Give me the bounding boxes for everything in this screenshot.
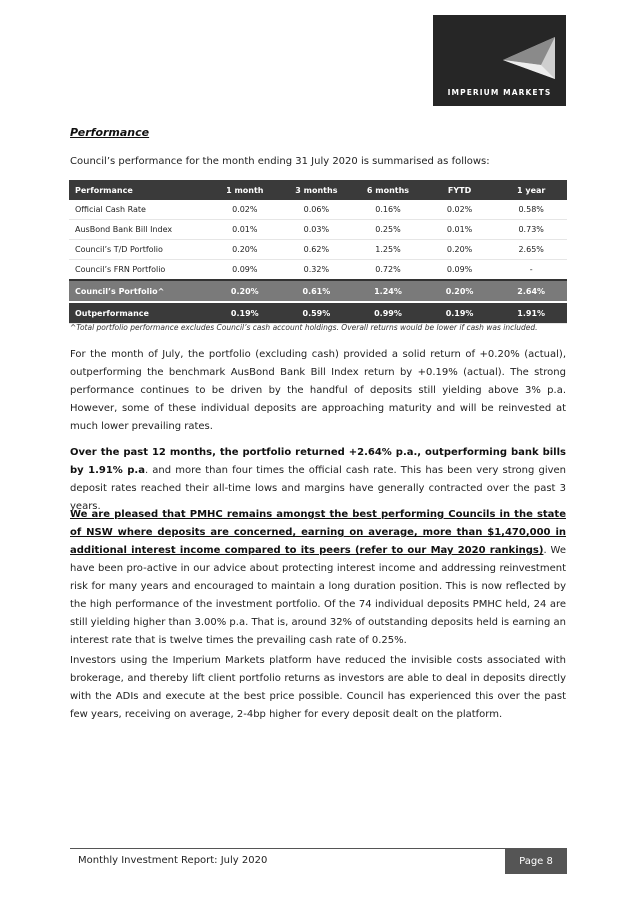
table-cell: 0.20% <box>209 240 281 260</box>
paragraph-pmhc-performance <box>70 506 566 650</box>
table-row <box>69 240 567 260</box>
paragraph-text: . We have been pro-active in our advice about protecting interest income and addressing reinvestment risk for many years and encouraged to maintain a long duration position. This is now reflected by the high performance of the investment portfolio. Of the 74 individual deposits PMHC held, 24 are still yielding higher than 3.00% p.a. That is, around 32% of outstanding deposits held is earning an interest rate that is twelve times the prevailing cash rate of 0.25%. <box>70 545 567 646</box>
table-cell: 1.24% <box>352 280 424 302</box>
table-cell: 0.62% <box>281 240 353 260</box>
outperformance-row <box>69 302 567 324</box>
table-cell: 0.20% <box>424 280 496 302</box>
table-cell: 2.64% <box>495 280 567 302</box>
table-footnote: ^Total portfolio performance excludes Council’s cash account holdings. Overall returns would be lower if cash was included. <box>70 323 538 332</box>
table-cell: 0.99% <box>352 302 424 324</box>
table-cell: 0.09% <box>209 260 281 281</box>
table-cell: Council’s FRN Portfolio <box>69 260 209 281</box>
table-cell: 2.65% <box>495 240 567 260</box>
table-cell: Outperformance <box>69 302 209 324</box>
table-cell: 0.20% <box>424 240 496 260</box>
table-cell: 0.16% <box>352 200 424 220</box>
performance-table <box>69 180 567 324</box>
table-cell: - <box>495 260 567 281</box>
paragraph-july-return: For the month of July, the portfolio (excluding cash) provided a solid return of +0.20% (actual), outperforming the benchmark AusBond Bank Bill Index return by +0.19% (actual). The strong performance continues to be driven by the handful of deposits still yielding above 3% p.a. However, some of these individual deposits are approaching maturity and will be reinvested at much lower prevailing rates. <box>70 349 566 432</box>
logo-text: IMPERIUM MARKETS <box>447 88 552 97</box>
footer-divider <box>70 848 567 849</box>
table-cell: 0.61% <box>281 280 353 302</box>
table-cell: 0.73% <box>495 220 567 240</box>
table-header-cell: 1 month <box>226 185 264 195</box>
table-cell: 0.06% <box>281 200 353 220</box>
paragraph-platform-benefits: Investors using the Imperium Markets platform have reduced the invisible costs associated with brokerage, and thereby lift client portfolio returns as investors are able to deal in deposits directly with the ADIs and execute at the best price possible. Council has experienced this over the past few years, receiving on average, 2-4bp higher for every deposit dealt on the platform. <box>70 655 566 720</box>
table-cell: AusBond Bank Bill Index <box>69 220 209 240</box>
table-row <box>69 220 567 240</box>
table-row <box>69 260 567 281</box>
imperium-markets-logo <box>433 15 566 106</box>
table-cell: 0.19% <box>424 302 496 324</box>
table-cell: Official Cash Rate <box>69 200 209 220</box>
table-cell: 0.20% <box>209 280 281 302</box>
table-cell: 1.91% <box>495 302 567 324</box>
table-row <box>69 200 567 220</box>
table-cell: Council’s Portfolio^ <box>69 280 209 302</box>
bold-underlined-statement: We are pleased that PMHC remains amongst the best performing Councils in the state of NSW where deposits are concerned, earning on average, more than $1,470,000 in additional interest income compared to its peers (refer to our May 2020 rankings) <box>70 509 566 556</box>
portfolio-total-row <box>69 280 567 302</box>
table-header-cell: 3 months <box>295 185 338 195</box>
table-cell: 0.59% <box>281 302 353 324</box>
table-cell: 0.58% <box>495 200 567 220</box>
table-cell: 0.32% <box>281 260 353 281</box>
table-header-cell: Performance <box>75 185 133 195</box>
table-cell: 0.72% <box>352 260 424 281</box>
paragraph-text: . and more than four times the official cash rate. This has been very strong given deposit rates reached their all-time lows and margins have generally contracted over the past 3 years. <box>70 465 567 512</box>
table-cell: 0.19% <box>209 302 281 324</box>
table-header-row <box>69 180 567 200</box>
table-cell: 0.01% <box>209 220 281 240</box>
table-cell: 1.25% <box>352 240 424 260</box>
table-cell: 0.02% <box>424 200 496 220</box>
page-number: Page 8 <box>505 849 567 874</box>
table-header-cell: FYTD <box>447 185 472 195</box>
section-heading: Performance <box>70 126 150 139</box>
table-cell: 0.01% <box>424 220 496 240</box>
table-cell: 0.25% <box>352 220 424 240</box>
table-cell: Council’s T/D Portfolio <box>69 240 209 260</box>
table-header-cell: 6 months <box>366 185 410 195</box>
intro-text: Council’s performance for the month ending 31 July 2020 is summarised as follows: <box>70 156 490 167</box>
footer-report-title: Monthly Investment Report: July 2020 <box>78 855 268 866</box>
table-header-cell: 1 year <box>517 185 546 195</box>
table-cell: 0.09% <box>424 260 496 281</box>
table-cell: 0.02% <box>209 200 281 220</box>
bold-statement: Over the past 12 months, the portfolio returned +2.64% p.a., outperforming bank bills by 1.91% p.a <box>70 447 566 476</box>
table-cell: 0.03% <box>281 220 353 240</box>
